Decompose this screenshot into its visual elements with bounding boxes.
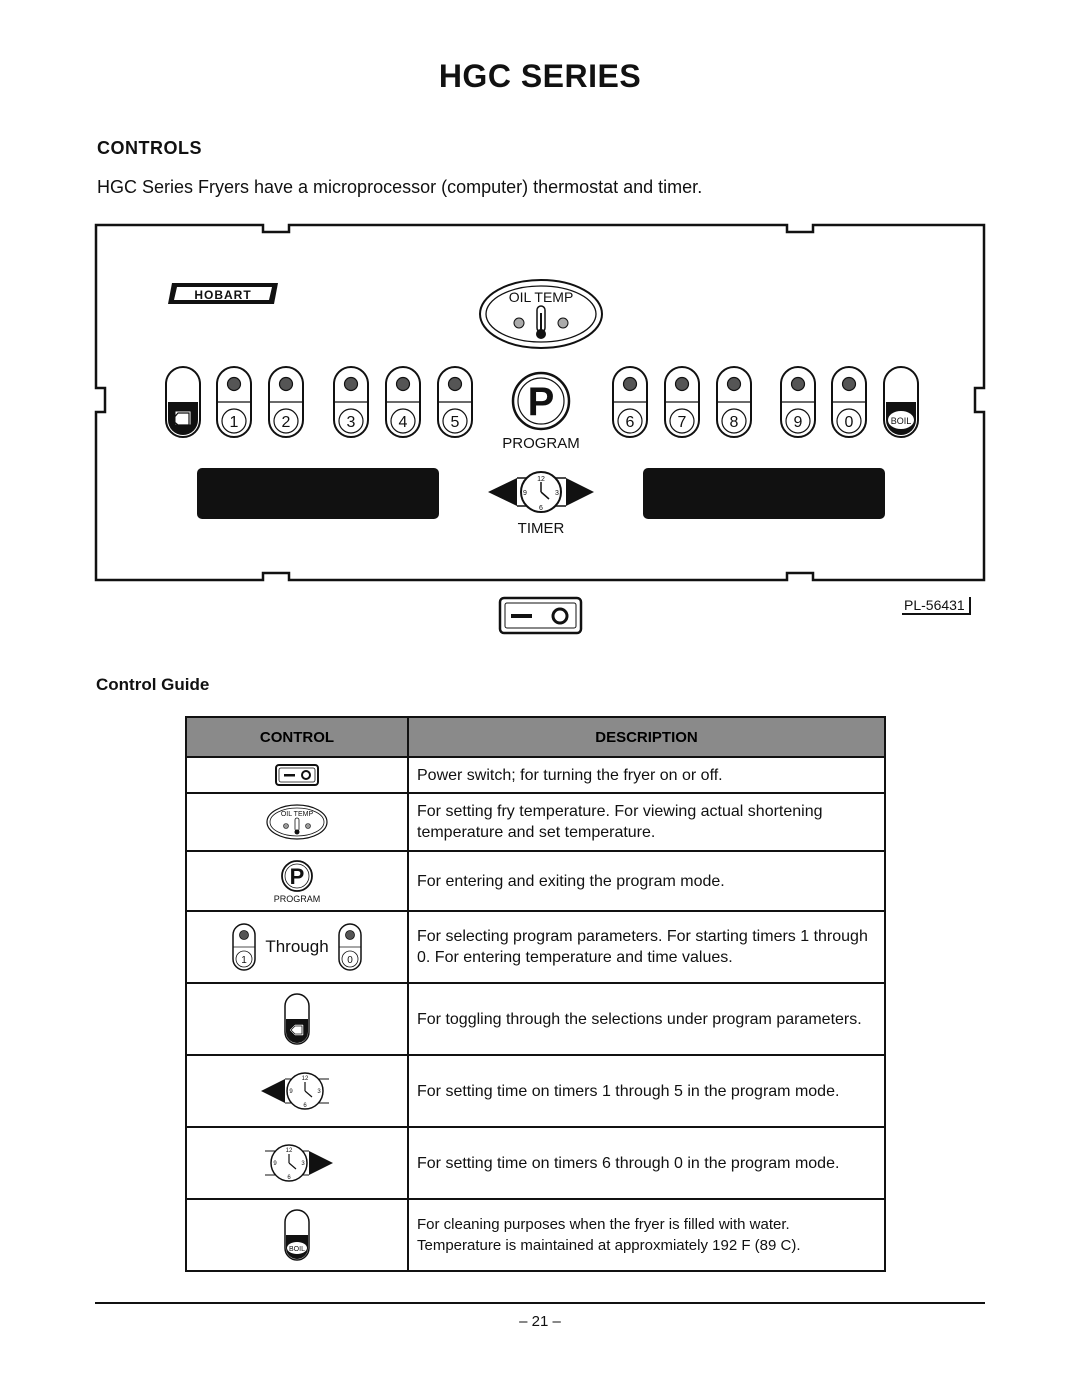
timer-control	[488, 472, 594, 512]
control-guide-title: Control Guide	[96, 675, 210, 694]
brand-text: HOBART	[194, 288, 252, 302]
table-row	[186, 851, 885, 911]
page-title: HGC SERIES	[438, 58, 642, 94]
svg-text:0: 0	[844, 414, 854, 431]
svg-text:0: 0	[346, 955, 353, 966]
program-key-icon	[267, 856, 327, 906]
table-row	[186, 1055, 885, 1127]
number-key-7	[665, 367, 699, 437]
description-cell: For selecting program parameters. For starting timers 1 through 0. For entering temperature and time values.	[408, 911, 885, 983]
toggle-key-icon	[282, 992, 312, 1046]
svg-text:7: 7	[677, 414, 687, 431]
number-key-8	[717, 367, 751, 437]
svg-text:12: 12	[285, 1148, 293, 1154]
svg-text:3: 3	[301, 1161, 305, 1167]
oil-temp-icon	[265, 802, 329, 842]
description-cell: For toggling through the selections under program parameters.	[408, 983, 885, 1055]
boil-label: BOIL	[890, 416, 912, 426]
svg-text:5: 5	[450, 414, 460, 431]
svg-text:PROGRAM: PROGRAM	[273, 894, 321, 904]
svg-text:12: 12	[301, 1076, 309, 1082]
through-text: Through	[265, 937, 329, 956]
control-cell	[186, 911, 408, 983]
control-cell	[186, 1199, 408, 1271]
timer-label: TIMER	[517, 520, 565, 537]
description-cell: Power switch; for turning the fryer on or off.	[408, 757, 885, 793]
svg-text:1: 1	[241, 955, 248, 966]
number-key-1-icon	[231, 922, 257, 972]
number-key-9	[781, 367, 815, 437]
program-label: PROGRAM	[502, 435, 580, 452]
svg-text:3: 3	[346, 414, 356, 431]
number-key-6	[613, 367, 647, 437]
oil-temp-label: OIL TEMP	[508, 289, 574, 305]
left-display	[197, 468, 439, 519]
svg-text:6: 6	[625, 414, 635, 431]
footer-divider	[95, 1302, 985, 1304]
header-control: CONTROL	[186, 717, 408, 757]
oil-temp-display	[480, 280, 602, 348]
svg-text:12: 12	[537, 476, 545, 483]
page-number: – 21 –	[519, 1313, 561, 1330]
svg-text:P: P	[289, 864, 305, 889]
svg-text:2: 2	[281, 414, 291, 431]
table-row	[186, 757, 885, 793]
right-number-keys	[613, 367, 866, 437]
svg-text:3: 3	[555, 490, 559, 497]
description-cell: For setting fry temperature. For viewing actual shortening temperature and set temperature.	[408, 793, 885, 851]
svg-text:8: 8	[729, 414, 739, 431]
svg-text:6: 6	[303, 1103, 307, 1109]
svg-text:OIL TEMP: OIL TEMP	[280, 811, 314, 818]
description-cell: For setting time on timers 6 through 0 in the program mode.	[408, 1127, 885, 1199]
number-key-4	[386, 367, 420, 437]
number-key-1	[217, 367, 251, 437]
control-cell	[186, 851, 408, 911]
control-guide-table	[185, 716, 886, 1272]
timer-left-icon	[259, 1069, 335, 1113]
timer-right-arrow-icon	[566, 478, 594, 506]
table-row	[186, 911, 885, 983]
description-cell: For cleaning purposes when the fryer is filled with water. Temperature is maintained at approxmiately 192 F (89 C).	[408, 1199, 885, 1271]
control-panel-diagram	[0, 218, 1080, 638]
section-heading: CONTROLS	[97, 138, 202, 158]
program-key	[513, 373, 569, 429]
right-display	[643, 468, 885, 519]
part-number-label: PL-56431	[902, 597, 971, 615]
number-key-5	[438, 367, 472, 437]
timer-right-icon	[259, 1141, 335, 1185]
svg-text:6: 6	[287, 1175, 291, 1181]
control-cell	[186, 757, 408, 793]
number-key-3	[334, 367, 368, 437]
number-key-0-icon	[337, 922, 363, 972]
timer-left-arrow-icon	[488, 478, 517, 506]
svg-text:9: 9	[793, 414, 803, 431]
control-cell	[186, 793, 408, 851]
hobart-logo	[168, 283, 278, 304]
svg-text:9: 9	[273, 1161, 277, 1167]
boil-key	[884, 367, 918, 437]
control-cell	[186, 1055, 408, 1127]
table-row	[186, 1199, 885, 1271]
table-header-row	[186, 717, 885, 757]
svg-text:3: 3	[317, 1089, 321, 1095]
thermometer-icon	[536, 306, 546, 339]
intro-text: HGC Series Fryers have a microprocessor (computer) thermostat and timer.	[97, 177, 703, 197]
table-row	[186, 793, 885, 851]
power-switch-icon	[275, 764, 319, 786]
svg-text:9: 9	[289, 1089, 293, 1095]
svg-text:BOIL: BOIL	[289, 1246, 305, 1253]
svg-text:1: 1	[229, 414, 239, 431]
number-key-2	[269, 367, 303, 437]
control-cell	[186, 1127, 408, 1199]
left-number-keys	[217, 367, 472, 437]
description-cell: For entering and exiting the program mode.	[408, 851, 885, 911]
table-row	[186, 1127, 885, 1199]
svg-text:4: 4	[398, 414, 408, 431]
control-cell	[186, 983, 408, 1055]
description-cell: For setting time on timers 1 through 5 in the program mode.	[408, 1055, 885, 1127]
toggle-key	[166, 367, 200, 437]
svg-text:6: 6	[539, 505, 543, 512]
power-switch	[500, 598, 581, 633]
boil-key-icon	[282, 1208, 312, 1262]
number-key-0	[832, 367, 866, 437]
svg-text:9: 9	[523, 490, 527, 497]
table-row	[186, 983, 885, 1055]
header-description: DESCRIPTION	[408, 717, 885, 757]
program-key-letter: P	[527, 380, 555, 424]
